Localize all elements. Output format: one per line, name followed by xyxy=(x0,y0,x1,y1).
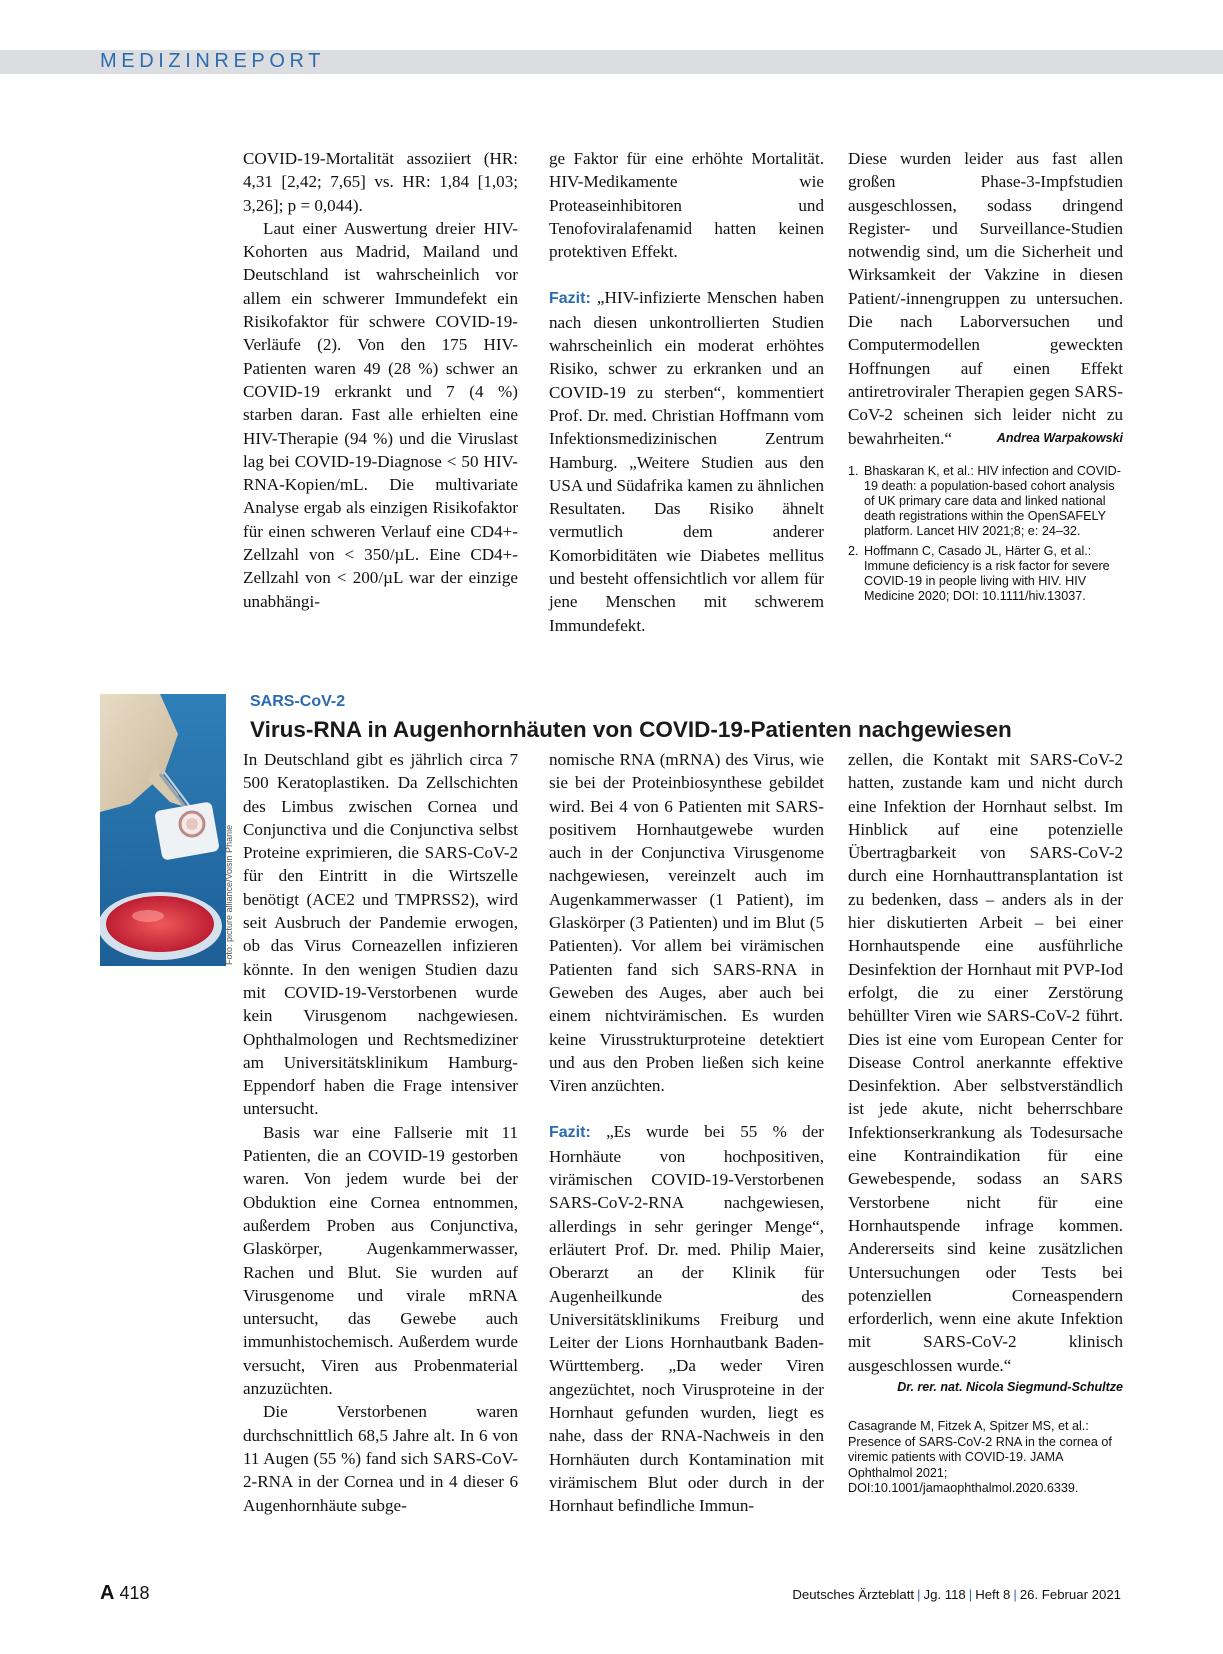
fazit-label: Fazit: xyxy=(549,290,591,308)
article2-column-3 xyxy=(848,748,1123,1497)
section-label: MEDIZINREPORT xyxy=(100,50,325,72)
paragraph: COVID-19-Mortalität assoziiert (HR: 4,31 [2,42; 7,65] vs. HR: 1,84 [1,03; 3,26]; p = 0,044). xyxy=(243,149,518,215)
page-number-value: 418 xyxy=(119,1583,150,1603)
paragraph: ge Faktor für eine erhöhte Mortalität. HIV-Medikamente wie Proteaseinhibitoren und Tenofoviralafenamid hatten keinen protektiven Effekt. xyxy=(549,149,824,262)
separator: | xyxy=(917,1587,921,1602)
reference-text: Bhaskaran K, et al.: HIV infection and COVID-19 death: a population-based cohort analysis of UK primary care data and linked national death registrations within the OpenSAFELY platform. Lancet HIV 2021;8; e: 24–32. xyxy=(864,463,1121,538)
paragraph: Die Verstorbenen waren durchschnittlich 68,5 Jahre alt. In 6 von 11 Augen (55 %) fand sich SARS-CoV-2-RNA in der Cornea und in 4 dieser 6 Augenhornhäute subge- xyxy=(243,1402,518,1515)
cornea-photo xyxy=(100,694,226,966)
paragraph-text: Diese wurden leider aus fast allen großen Phase-3-Impfstudien ausgeschlossen, sodass dringend Register- und Surveillance-Studien notwendig sind, um die Sicherheit und Wirksamkeit der Vakzine in diesen Patient/-innengruppen zu untersuchen. Die nach Laborversuchen und Computermodellen geweckten Hoffnungen auf einen Effekt antiretroviraler Therapien gegen SARS-CoV-2 scheinen sich leider nicht zu bewahrheiten.“ xyxy=(848,149,1123,448)
author: Dr. rer. nat. Nicola Siegmund-Schultze xyxy=(897,1380,1123,1395)
paragraph: nomische RNA (mRNA) des Virus, wie sie bei der Proteinbiosynthese gebildet wird. Bei 4 von 6 Patienten mit SARS-positivem Hornhautgewebe wurden auch in der Conjunctiva Virusgenome nachgewiesen, vereinzelt auch im Augenkammerwasser (1 Patient), im Glaskörper (3 Patienten) und im Blut (5 Patienten). Vor allem bei virämischen Patienten fand sich SARS-RNA in Geweben des Auges, aber auch bei einem nichtvirämischen. Es wurden keine Virusstrukturproteine detektiert und aus den Proben ließen sich keine Viren anzüchten. xyxy=(549,750,824,1096)
journal-date: 26. Februar 2021 xyxy=(1019,1587,1121,1602)
journal-info xyxy=(792,1586,1121,1604)
reference-text: Hoffmann C, Casado JL, Härter G, et al.: Immune deficiency is a risk factor for severe COVID-19 in people living with HIV. HIV Medicine 2020; DOI: 10.1111/hiv.13037. xyxy=(864,543,1110,603)
journal-name: Deutsches Ärzteblatt xyxy=(792,1587,915,1602)
article-kicker: SARS-CoV-2 xyxy=(250,693,346,710)
reference-number: 1. xyxy=(848,463,859,478)
article-headline: Virus-RNA in Augenhornhäuten von COVID-19-Patienten nachgewiesen xyxy=(250,717,1012,742)
fazit-label: Fazit: xyxy=(549,1124,591,1142)
journal-volume: Jg. 118 xyxy=(923,1587,966,1602)
separator: | xyxy=(968,1587,973,1602)
reference-list xyxy=(848,464,1123,604)
journal-issue: Heft 8 xyxy=(975,1587,1011,1602)
article1-column-2 xyxy=(549,147,824,637)
separator: | xyxy=(1013,1587,1017,1602)
paragraph: zellen, die Kontakt mit SARS-CoV-2 hatten, zustande kam und nicht durch eine Infektion der Hornhaut selbst. Im Hinblick auf eine potenzielle Übertragbarkeit von SARS-CoV-2 durch eine Hornhauttransplantation ist zu bedenken, dass – anders als in der hier diskutierten Arbeit – bei einer Hornhautspende eine ausführliche Desinfektion der Hornhaut mit PVP-Iod erfolgt, die zu einer Zerstörung behüllter Viren wie SARS-CoV-2 führt. Dies ist eine vom European Center for Disease Control anerkannte effektive Desinfektion. Aber selbstverständlich ist jede akute, nicht beherrschbare Infektionserkrankung als Todesursache eine Kontraindikation für eine Gewebespende, sodass an SARS Verstorbene nicht für eine Hornhautspende infrage kommen. Andererseits sind keine zusätzlichen Untersuchungen oder Tests bei potenziellen Corneaspendern erforderlich, wenn eine akute Infektion mit SARS-CoV-2 klinisch ausgeschlossen wurde.“ xyxy=(848,750,1123,1375)
photo-credit: Foto: picture alliance/Voisin Phanie xyxy=(224,824,234,965)
fazit-paragraph xyxy=(549,1120,824,1517)
article1-column-3 xyxy=(848,147,1123,609)
fazit-text: „Es wurde bei 55 % der Hornhäute von hochpositiven, virämischen COVID-19-Verstorbenen SARS-CoV-2-RNA nachgewiesen, allerdings in sehr geringer Menge“, erläutert Prof. Dr. med. Philip Maier, Oberarzt an der Klinik für Augenheilkunde des Universitätsklinikums Freiburg und Leiter der Lions Hornhautbank Baden-Württemberg. „Da weder Viren angezüchtet, noch Virusproteine in der Hornhaut gefunden wurden, liegt es nahe, dass der RNA-Nachweis in den Hornhäuten durch Kontamination mit virämischem Blut oder durch in der Hornhaut befindliche Immun- xyxy=(549,1122,824,1516)
paragraph: In Deutschland gibt es jährlich circa 7 500 Keratoplastiken. Da Zellschichten des Limbus zwischen Cornea und Conjunctiva und die Conjunctiva selbst Proteine exprimieren, die SARS-CoV-2 für den Eintritt in die Wirtszelle benötigt (ACE2 und TMPRSS2), wird seit Ausbruch der Pandemie erwogen, ob das Virus Corneazellen infizieren könnte. In den wenigen Studien dazu mit COVID-19-Verstorbenen wurde kein Virusgenom nachgewiesen. Ophthalmologen und Rechtsmediziner am Universitätsklinikum Hamburg-Eppendorf haben die Frage intensiver untersucht. xyxy=(243,750,518,1119)
page-prefix: A xyxy=(100,1582,115,1604)
cornea-photo-illustration xyxy=(100,694,226,966)
article2-column-2 xyxy=(549,748,824,1518)
reference-item xyxy=(848,464,1123,539)
article2-column-1 xyxy=(243,748,518,1517)
reference-item xyxy=(848,544,1123,604)
page-number xyxy=(100,1582,150,1604)
fazit-text: „HIV-infizierte Menschen haben nach diesen unkontrollierten Studien wahrscheinlich ein moderat erhöhtes Risiko, schwer zu erkranken und an COVID-19 zu sterben“, kommentiert Prof. Dr. med. Christian Hoffmann vom Infektionsmedizinischen Zentrum Hamburg. „Weitere Studien aus den USA und Südafrika kamen zu ähnlichen Resultaten. Das Risiko ähnelt vermutlich dem anderer Komorbiditäten wie Diabetes mellitus und besteht offensichtlich vor allem für jene Menschen mit schwerem Immundefekt. xyxy=(549,288,824,635)
paragraph: Laut einer Auswertung dreier HIV-Kohorten aus Madrid, Mailand und Deutschland ist wahrscheinlich vor allem ein schwerer Immundefekt ein Risikofaktor für schwere COVID-19-Verläufe (2). Von den 175 HIV-Patienten waren 49 (28 %) schwer an COVID-19 erkrankt und 7 (4 %) starben daran. Fast alle erhielten eine HIV-Therapie (94 %) und die Viruslast lag bei COVID-19-Diagnose < 50 HIV-RNA-Kopien/mL. Die multivariate Analyse ergab als einzigen Risikofaktor für einen schweren Verlauf eine CD4+-Zellzahl von < 350/µL. Eine CD4+-Zellzahl von < 200/µL war der einzige unabhängi- xyxy=(243,218,518,611)
article1-column-1 xyxy=(243,147,518,613)
fazit-paragraph xyxy=(549,286,824,636)
paragraph xyxy=(848,147,1123,450)
author: Andrea Warpakowski xyxy=(996,430,1123,445)
paragraph: Basis war eine Fallserie mit 11 Patienten, die an COVID-19 gestorben waren. Von jedem wurde bei der Obduktion eine Cornea entnommen, außerdem Proben aus Conjunctiva, Glaskörper, Augenkammerwasser, Rachen und Blut. Sie wurden auf Virusgenome und virale mRNA untersucht, das Gewebe auch immunhistochemisch. Außerdem wurde versucht, Viren aus Probenmaterial anzuzüchten. xyxy=(243,1122,518,1399)
reference-number: 2. xyxy=(848,543,859,558)
reference-text: Casagrande M, Fitzek A, Spitzer MS, et al.: Presence of SARS-CoV-2 RNA in the cornea of viremic patients with COVID-19. JAMA Ophthalmol 2021; DOI:10.1001/jamaophthalmol.2020.6339. xyxy=(848,1419,1112,1496)
